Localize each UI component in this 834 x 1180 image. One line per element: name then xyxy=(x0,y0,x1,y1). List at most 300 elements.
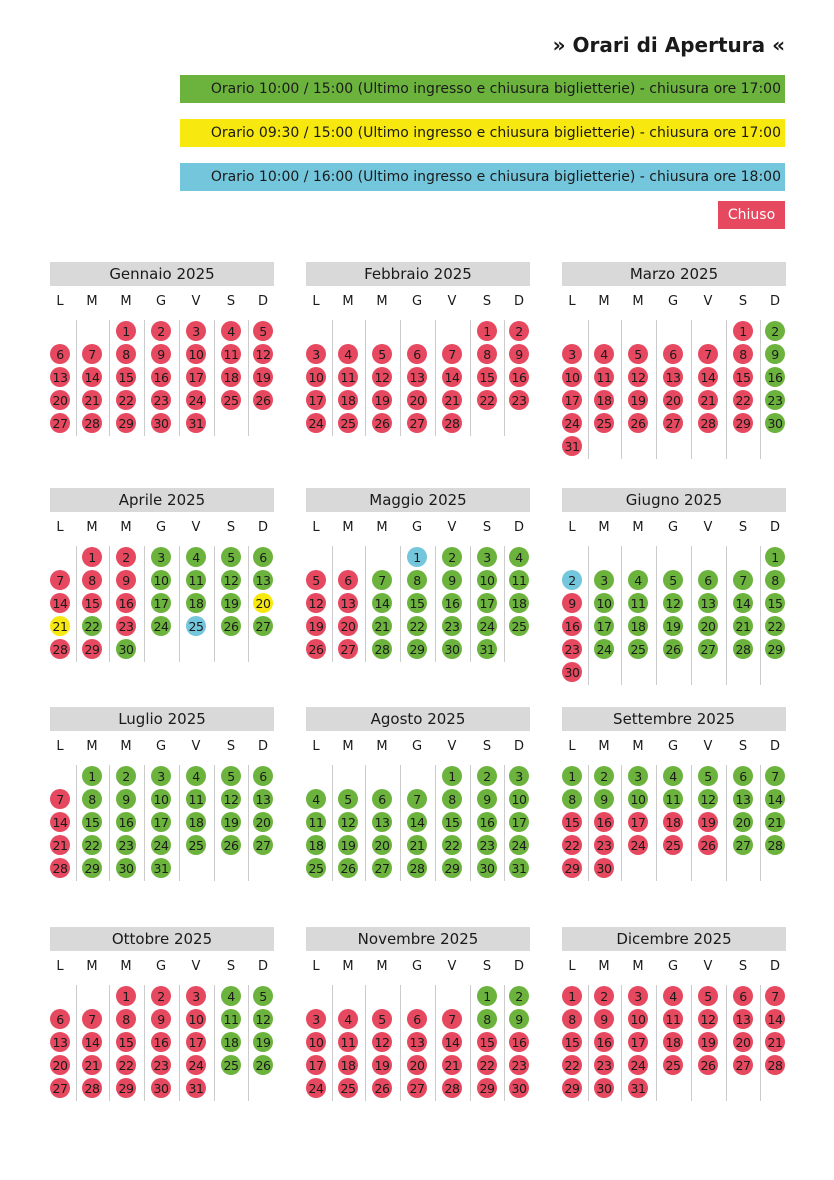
day-red: 23 xyxy=(562,639,582,659)
day-green: 2 xyxy=(116,766,136,786)
weekday-label: D xyxy=(769,294,780,309)
day-red: 14 xyxy=(82,367,102,387)
day-green: 3 xyxy=(151,547,171,567)
legend-yellow-text: Orario 09:30 / 15:00 (Ultimo ingresso e chiusura biglietterie) - chiusura ore 17:00 xyxy=(210,125,781,141)
column-divider xyxy=(726,320,727,459)
weekday-label: G xyxy=(155,294,167,309)
column-divider xyxy=(144,546,145,662)
column-divider xyxy=(691,320,692,459)
day-green: 11 xyxy=(186,570,206,590)
day-green: 19 xyxy=(221,812,241,832)
day-blue: 2 xyxy=(562,570,582,590)
day-red: 20 xyxy=(407,1055,427,1075)
day-red: 20 xyxy=(407,390,427,410)
weekday-label: G xyxy=(411,959,423,974)
day-red: 7 xyxy=(50,789,70,809)
day-green: 3 xyxy=(477,547,497,567)
day-red: 7 xyxy=(698,344,718,364)
weekday-label: V xyxy=(703,294,713,309)
column-divider xyxy=(400,985,401,1101)
day-red: 2 xyxy=(116,547,136,567)
day-green: 29 xyxy=(442,858,462,878)
day-green: 29 xyxy=(407,639,427,659)
day-red: 10 xyxy=(186,1009,206,1029)
column-divider xyxy=(470,765,471,881)
day-red: 28 xyxy=(765,1055,785,1075)
day-green: 31 xyxy=(509,858,529,878)
day-green: 13 xyxy=(698,593,718,613)
day-green: 18 xyxy=(186,593,206,613)
weekday-label: V xyxy=(447,520,457,535)
weekday-label: D xyxy=(513,739,524,754)
column-divider xyxy=(435,985,436,1101)
column-divider xyxy=(435,320,436,436)
column-divider xyxy=(621,320,622,459)
weekday-label: D xyxy=(513,294,524,309)
day-red: 24 xyxy=(628,1055,648,1075)
day-green: 15 xyxy=(82,812,102,832)
weekday-label: V xyxy=(447,959,457,974)
day-red: 17 xyxy=(186,1032,206,1052)
column-divider xyxy=(588,320,589,459)
day-red: 10 xyxy=(628,1009,648,1029)
weekday-label: V xyxy=(191,520,201,535)
day-green: 27 xyxy=(372,858,392,878)
day-green: 26 xyxy=(221,616,241,636)
column-divider xyxy=(109,765,110,881)
day-green: 24 xyxy=(477,616,497,636)
day-green: 7 xyxy=(765,766,785,786)
day-green: 11 xyxy=(186,789,206,809)
day-green: 10 xyxy=(628,789,648,809)
day-red: 19 xyxy=(306,616,326,636)
day-red: 18 xyxy=(594,390,614,410)
day-red: 4 xyxy=(663,986,683,1006)
day-green: 22 xyxy=(765,616,785,636)
day-green: 12 xyxy=(221,789,241,809)
weekday-label: L xyxy=(56,520,64,535)
column-divider xyxy=(365,765,366,881)
column-divider xyxy=(109,546,110,662)
day-red: 14 xyxy=(765,1009,785,1029)
day-green: 24 xyxy=(594,639,614,659)
day-green: 15 xyxy=(442,812,462,832)
column-divider xyxy=(726,765,727,881)
day-green: 19 xyxy=(221,593,241,613)
day-green: 13 xyxy=(733,789,753,809)
day-green: 5 xyxy=(338,789,358,809)
column-divider xyxy=(691,765,692,881)
weekday-label: M xyxy=(342,959,354,974)
day-red: 30 xyxy=(594,858,614,878)
day-red: 21 xyxy=(82,390,102,410)
day-green: 10 xyxy=(151,789,171,809)
day-green: 4 xyxy=(186,547,206,567)
column-divider xyxy=(504,546,505,662)
day-green: 7 xyxy=(407,789,427,809)
column-divider xyxy=(400,320,401,436)
day-red: 16 xyxy=(594,812,614,832)
day-red: 14 xyxy=(82,1032,102,1052)
day-red: 5 xyxy=(698,986,718,1006)
day-red: 29 xyxy=(562,1078,582,1098)
day-green: 18 xyxy=(221,1032,241,1052)
day-green: 26 xyxy=(338,858,358,878)
day-red: 1 xyxy=(116,321,136,341)
day-red: 22 xyxy=(477,390,497,410)
weekday-label: S xyxy=(226,959,236,974)
day-red: 13 xyxy=(338,593,358,613)
weekday-label: D xyxy=(257,294,268,309)
day-red: 13 xyxy=(50,367,70,387)
day-red: 31 xyxy=(186,1078,206,1098)
day-green: 3 xyxy=(594,570,614,590)
weekday-label: V xyxy=(191,294,201,309)
day-red: 28 xyxy=(442,413,462,433)
day-green: 24 xyxy=(151,835,171,855)
column-divider xyxy=(470,320,471,436)
day-red: 4 xyxy=(338,1009,358,1029)
column-divider xyxy=(656,765,657,881)
day-red: 18 xyxy=(663,1032,683,1052)
day-red: 25 xyxy=(338,413,358,433)
weekday-label: S xyxy=(738,520,748,535)
day-red: 18 xyxy=(221,367,241,387)
day-green: 29 xyxy=(82,858,102,878)
day-green: 16 xyxy=(116,812,136,832)
day-red: 27 xyxy=(733,1055,753,1075)
column-divider xyxy=(691,546,692,685)
day-blue: 1 xyxy=(407,547,427,567)
weekday-label: M xyxy=(598,959,610,974)
day-red: 22 xyxy=(477,1055,497,1075)
weekday-label: L xyxy=(56,739,64,754)
weekday-label: M xyxy=(632,739,644,754)
day-red: 6 xyxy=(50,1009,70,1029)
day-green: 1 xyxy=(82,766,102,786)
day-red: 26 xyxy=(306,639,326,659)
day-red: 29 xyxy=(477,1078,497,1098)
column-divider xyxy=(588,765,589,881)
day-red: 21 xyxy=(442,390,462,410)
day-red: 22 xyxy=(562,1055,582,1075)
day-red: 17 xyxy=(186,367,206,387)
day-red: 6 xyxy=(663,344,683,364)
day-green: 10 xyxy=(594,593,614,613)
day-red: 30 xyxy=(594,1078,614,1098)
day-red: 26 xyxy=(372,1078,392,1098)
day-red: 9 xyxy=(594,1009,614,1029)
day-green: 1 xyxy=(765,547,785,567)
day-green: 27 xyxy=(253,835,273,855)
weekday-label: G xyxy=(155,520,167,535)
day-green: 8 xyxy=(442,789,462,809)
day-red: 27 xyxy=(50,413,70,433)
weekday-label: V xyxy=(703,520,713,535)
day-green: 30 xyxy=(765,413,785,433)
column-divider xyxy=(214,985,215,1101)
day-green: 4 xyxy=(186,766,206,786)
column-divider xyxy=(588,546,589,685)
day-red: 13 xyxy=(50,1032,70,1052)
day-red: 17 xyxy=(306,1055,326,1075)
day-red: 3 xyxy=(186,986,206,1006)
day-red: 20 xyxy=(733,1032,753,1052)
day-green: 28 xyxy=(733,639,753,659)
day-green: 23 xyxy=(765,390,785,410)
weekday-label: L xyxy=(568,959,576,974)
day-red: 14 xyxy=(50,812,70,832)
column-divider xyxy=(248,985,249,1101)
day-red: 29 xyxy=(733,413,753,433)
weekday-label: M xyxy=(120,294,132,309)
weekday-label: M xyxy=(86,739,98,754)
column-divider xyxy=(656,320,657,459)
day-green: 12 xyxy=(338,812,358,832)
weekday-label: G xyxy=(667,294,679,309)
weekday-label: L xyxy=(56,959,64,974)
weekday-label: G xyxy=(411,739,423,754)
day-red: 16 xyxy=(509,367,529,387)
day-green: 17 xyxy=(594,616,614,636)
weekday-label: L xyxy=(312,294,320,309)
day-red: 27 xyxy=(663,413,683,433)
month-block xyxy=(306,262,530,472)
day-red: 30 xyxy=(151,413,171,433)
day-green: 17 xyxy=(151,812,171,832)
weekday-label: L xyxy=(312,520,320,535)
day-red: 2 xyxy=(509,321,529,341)
weekday-label: S xyxy=(226,294,236,309)
column-divider xyxy=(760,546,761,685)
day-red: 15 xyxy=(562,812,582,832)
weekday-label: V xyxy=(191,739,201,754)
weekday-label: M xyxy=(598,294,610,309)
day-green: 6 xyxy=(253,547,273,567)
day-green: 8 xyxy=(82,789,102,809)
month-title: Aprile 2025 xyxy=(50,488,274,512)
day-red: 14 xyxy=(442,1032,462,1052)
weekday-label: S xyxy=(226,739,236,754)
month-title: Giugno 2025 xyxy=(562,488,786,512)
day-red: 2 xyxy=(151,986,171,1006)
day-red: 4 xyxy=(594,344,614,364)
day-red: 27 xyxy=(407,413,427,433)
day-red: 26 xyxy=(698,1055,718,1075)
column-divider xyxy=(504,985,505,1101)
day-green: 13 xyxy=(253,570,273,590)
day-green: 20 xyxy=(372,835,392,855)
day-green: 25 xyxy=(509,616,529,636)
day-red: 29 xyxy=(116,1078,136,1098)
column-divider xyxy=(365,985,366,1101)
day-red: 2 xyxy=(151,321,171,341)
day-green: 4 xyxy=(221,986,241,1006)
column-divider xyxy=(365,546,366,662)
column-divider xyxy=(621,546,622,685)
day-green: 23 xyxy=(477,835,497,855)
day-red: 28 xyxy=(82,1078,102,1098)
day-red: 28 xyxy=(82,413,102,433)
day-red: 21 xyxy=(442,1055,462,1075)
day-red: 16 xyxy=(594,1032,614,1052)
weekday-label: S xyxy=(482,520,492,535)
month-title: Ottobre 2025 xyxy=(50,927,274,951)
column-divider xyxy=(656,985,657,1101)
day-green: 4 xyxy=(663,766,683,786)
day-green: 25 xyxy=(221,1055,241,1075)
day-green: 28 xyxy=(765,835,785,855)
day-green: 8 xyxy=(765,570,785,590)
column-divider xyxy=(76,546,77,662)
day-red: 7 xyxy=(442,344,462,364)
day-red: 8 xyxy=(82,570,102,590)
day-red: 10 xyxy=(306,1032,326,1052)
weekday-label: S xyxy=(738,959,748,974)
day-green: 12 xyxy=(253,1009,273,1029)
day-red: 5 xyxy=(628,344,648,364)
day-green: 8 xyxy=(407,570,427,590)
day-green: 27 xyxy=(698,639,718,659)
weekday-label: S xyxy=(482,739,492,754)
day-green: 11 xyxy=(221,1009,241,1029)
day-red: 8 xyxy=(562,1009,582,1029)
weekday-label: G xyxy=(667,739,679,754)
column-divider xyxy=(248,320,249,436)
day-red: 23 xyxy=(151,390,171,410)
weekday-label: M xyxy=(632,520,644,535)
column-divider xyxy=(760,985,761,1101)
column-divider xyxy=(656,546,657,685)
day-red: 28 xyxy=(698,413,718,433)
day-green: 2 xyxy=(765,321,785,341)
day-red: 11 xyxy=(338,367,358,387)
day-green: 9 xyxy=(116,789,136,809)
day-blue: 25 xyxy=(186,616,206,636)
column-divider xyxy=(621,985,622,1101)
day-green: 3 xyxy=(509,766,529,786)
day-red: 7 xyxy=(50,570,70,590)
day-green: 28 xyxy=(407,858,427,878)
legend-yellow-hours xyxy=(180,119,785,147)
day-green: 4 xyxy=(509,547,529,567)
day-red: 8 xyxy=(477,344,497,364)
weekday-label: L xyxy=(312,739,320,754)
month-title: Gennaio 2025 xyxy=(50,262,274,286)
day-red: 12 xyxy=(372,367,392,387)
day-red: 12 xyxy=(253,344,273,364)
column-divider xyxy=(144,320,145,436)
month-block xyxy=(562,707,786,917)
day-red: 3 xyxy=(306,344,326,364)
page-title: » Orari di Apertura « xyxy=(552,33,785,57)
day-red: 25 xyxy=(221,390,241,410)
day-green: 1 xyxy=(562,766,582,786)
day-yellow: 20 xyxy=(253,593,273,613)
day-red: 25 xyxy=(338,1078,358,1098)
weekday-label: D xyxy=(513,520,524,535)
column-divider xyxy=(504,320,505,436)
column-divider xyxy=(144,985,145,1101)
day-green: 11 xyxy=(628,593,648,613)
day-green: 31 xyxy=(477,639,497,659)
day-red: 8 xyxy=(116,344,136,364)
day-red: 22 xyxy=(562,835,582,855)
day-red: 19 xyxy=(253,367,273,387)
day-green: 22 xyxy=(82,835,102,855)
day-green: 21 xyxy=(765,812,785,832)
day-red: 21 xyxy=(82,1055,102,1075)
day-red: 11 xyxy=(663,1009,683,1029)
day-green: 21 xyxy=(733,616,753,636)
day-red: 31 xyxy=(628,1078,648,1098)
day-red: 19 xyxy=(372,1055,392,1075)
day-red: 29 xyxy=(82,639,102,659)
day-red: 26 xyxy=(628,413,648,433)
day-red: 13 xyxy=(407,1032,427,1052)
weekday-label: G xyxy=(155,959,167,974)
day-green: 22 xyxy=(82,616,102,636)
day-green: 10 xyxy=(509,789,529,809)
column-divider xyxy=(588,985,589,1101)
day-red: 5 xyxy=(372,1009,392,1029)
legend-closed-text: Chiuso xyxy=(727,207,776,223)
column-divider xyxy=(470,985,471,1101)
column-divider xyxy=(691,985,692,1101)
weekday-label: S xyxy=(738,739,748,754)
day-green: 2 xyxy=(509,986,529,1006)
day-green: 5 xyxy=(253,986,273,1006)
day-green: 9 xyxy=(594,789,614,809)
month-block xyxy=(50,707,274,917)
column-divider xyxy=(109,320,110,436)
day-green: 11 xyxy=(306,812,326,832)
day-green: 9 xyxy=(477,789,497,809)
day-green: 2 xyxy=(477,766,497,786)
day-red: 28 xyxy=(50,639,70,659)
day-red: 16 xyxy=(509,1032,529,1052)
day-green: 17 xyxy=(151,593,171,613)
day-red: 10 xyxy=(562,367,582,387)
month-block xyxy=(562,488,786,698)
day-green: 6 xyxy=(733,766,753,786)
day-green: 7 xyxy=(733,570,753,590)
weekday-label: V xyxy=(703,739,713,754)
column-divider xyxy=(621,765,622,881)
day-green: 24 xyxy=(151,616,171,636)
day-green: 20 xyxy=(698,616,718,636)
day-red: 11 xyxy=(221,344,241,364)
day-red: 21 xyxy=(698,390,718,410)
weekday-label: M xyxy=(632,959,644,974)
day-red: 9 xyxy=(151,1009,171,1029)
weekday-label: V xyxy=(191,959,201,974)
day-red: 4 xyxy=(221,321,241,341)
day-red: 19 xyxy=(698,812,718,832)
legend-closed xyxy=(718,201,785,229)
weekday-label: M xyxy=(376,739,388,754)
day-green: 8 xyxy=(562,789,582,809)
day-red: 7 xyxy=(82,344,102,364)
day-red: 19 xyxy=(628,390,648,410)
day-green: 28 xyxy=(372,639,392,659)
weekday-label: M xyxy=(598,520,610,535)
day-red: 29 xyxy=(116,413,136,433)
day-red: 30 xyxy=(562,662,582,682)
weekday-label: M xyxy=(598,739,610,754)
day-red: 5 xyxy=(253,321,273,341)
day-red: 3 xyxy=(186,321,206,341)
